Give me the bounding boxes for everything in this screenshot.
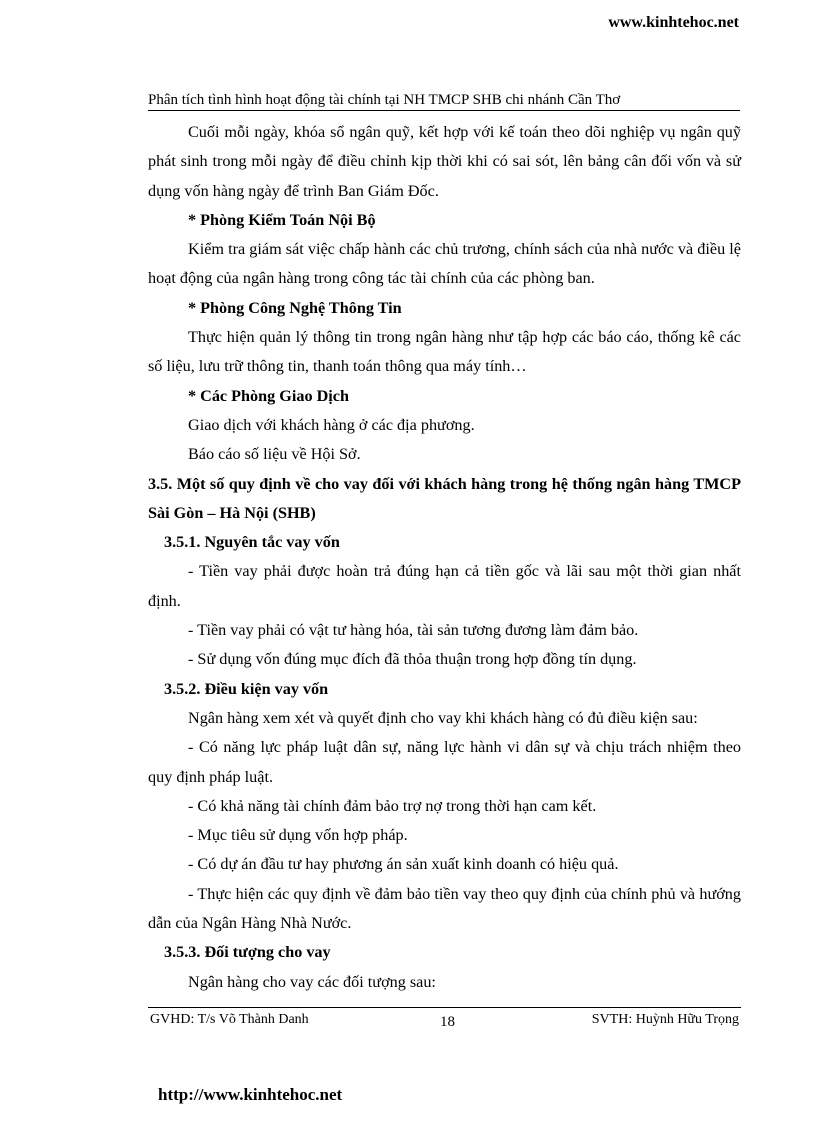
section-heading: * Các Phòng Giao Dịch — [188, 386, 349, 405]
list-item: - Có dự án đầu tư hay phương án sản xuất kinh doanh có hiệu quả. — [188, 855, 619, 874]
subsection-heading: 3.5.3. Đối tượng cho vay — [164, 943, 331, 962]
page-number: 18 — [440, 1014, 455, 1030]
list-item: - Thực hiện các quy định về đảm bảo tiền vay theo quy định của chính phủ và hướng dẫn của Ngân Hàng Nhà Nước. — [148, 884, 741, 933]
list-item: - Tiền vay phải được hoàn trả đúng hạn cả tiền gốc và lãi sau một thời gian nhất định. — [148, 562, 741, 610]
paragraph: Báo cáo số liệu về Hội Sở. — [188, 445, 361, 464]
paragraph: Ngân hàng xem xét và quyết định cho vay khi khách hàng có đủ điều kiện sau: — [188, 708, 698, 727]
paragraph: Thực hiện quản lý thông tin trong ngân hàng như tập hợp các báo cáo, thống kê các số liệu, lưu trữ thông tin, thanh toán thông qua máy tính… — [148, 328, 741, 376]
subsection-heading: 3.5.1. Nguyên tắc vay vốn — [164, 533, 340, 552]
footer-advisor: GVHD: T/s Võ Thành Danh — [150, 1012, 309, 1027]
subsection-heading: 3.5.2. Điều kiện vay vốn — [164, 679, 329, 698]
paragraph: Ngân hàng cho vay các đối tượng sau: — [188, 972, 436, 991]
list-item: - Có khả năng tài chính đảm bảo trợ nợ trong thời hạn cam kết. — [188, 796, 597, 815]
list-item: - Tiền vay phải có vật tư hàng hóa, tài sản tương đương làm đảm bảo. — [188, 621, 639, 640]
running-header: Phân tích tình hình hoạt động tài chính tại NH TMCP SHB chi nhánh Cần Thơ — [148, 92, 740, 111]
paragraph: Giao dịch với khách hàng ở các địa phương. — [188, 415, 475, 434]
list-item: - Có năng lực pháp luật dân sự, năng lực hành vi dân sự và chịu trách nhiệm theo quy định pháp luật. — [148, 738, 741, 786]
footer-student: SVTH: Huỳnh Hữu Trọng — [591, 1012, 739, 1027]
section-heading: * Phòng Kiểm Toán Nội Bộ — [188, 210, 376, 229]
footer-divider — [148, 1007, 741, 1008]
site-url-bottom[interactable]: http://www.kinhtehoc.net — [158, 1085, 343, 1104]
list-item: - Sử dụng vốn đúng mục đích đã thỏa thuận trong hợp đồng tín dụng. — [188, 650, 637, 669]
section-heading: 3.5. Một số quy định về cho vay đối với khách hàng trong hệ thống ngân hàng TMCP Sài Gòn – Hà Nội (SHB) — [148, 474, 741, 522]
section-heading: * Phòng Công Nghệ Thông Tin — [188, 298, 402, 317]
document-body — [148, 118, 741, 997]
list-item: - Mục tiêu sử dụng vốn hợp pháp. — [188, 826, 408, 845]
site-url-top: www.kinhtehoc.net — [608, 14, 739, 31]
paragraph: Kiểm tra giám sát việc chấp hành các chủ trương, chính sách của nhà nước và điều lệ hoạt động của ngân hàng trong công tác tài chính của các phòng ban. — [148, 240, 741, 288]
paragraph: Cuối mỗi ngày, khóa sổ ngân quỹ, kết hợp với kế toán theo dõi nghiệp vụ ngân quỹ phát sinh trong mỗi ngày để điều chỉnh kịp thời khi có sai sót, lên bảng cân đối vốn và sử dụng vốn hàng ngày để trình Ban Giám Đốc. — [148, 123, 741, 200]
